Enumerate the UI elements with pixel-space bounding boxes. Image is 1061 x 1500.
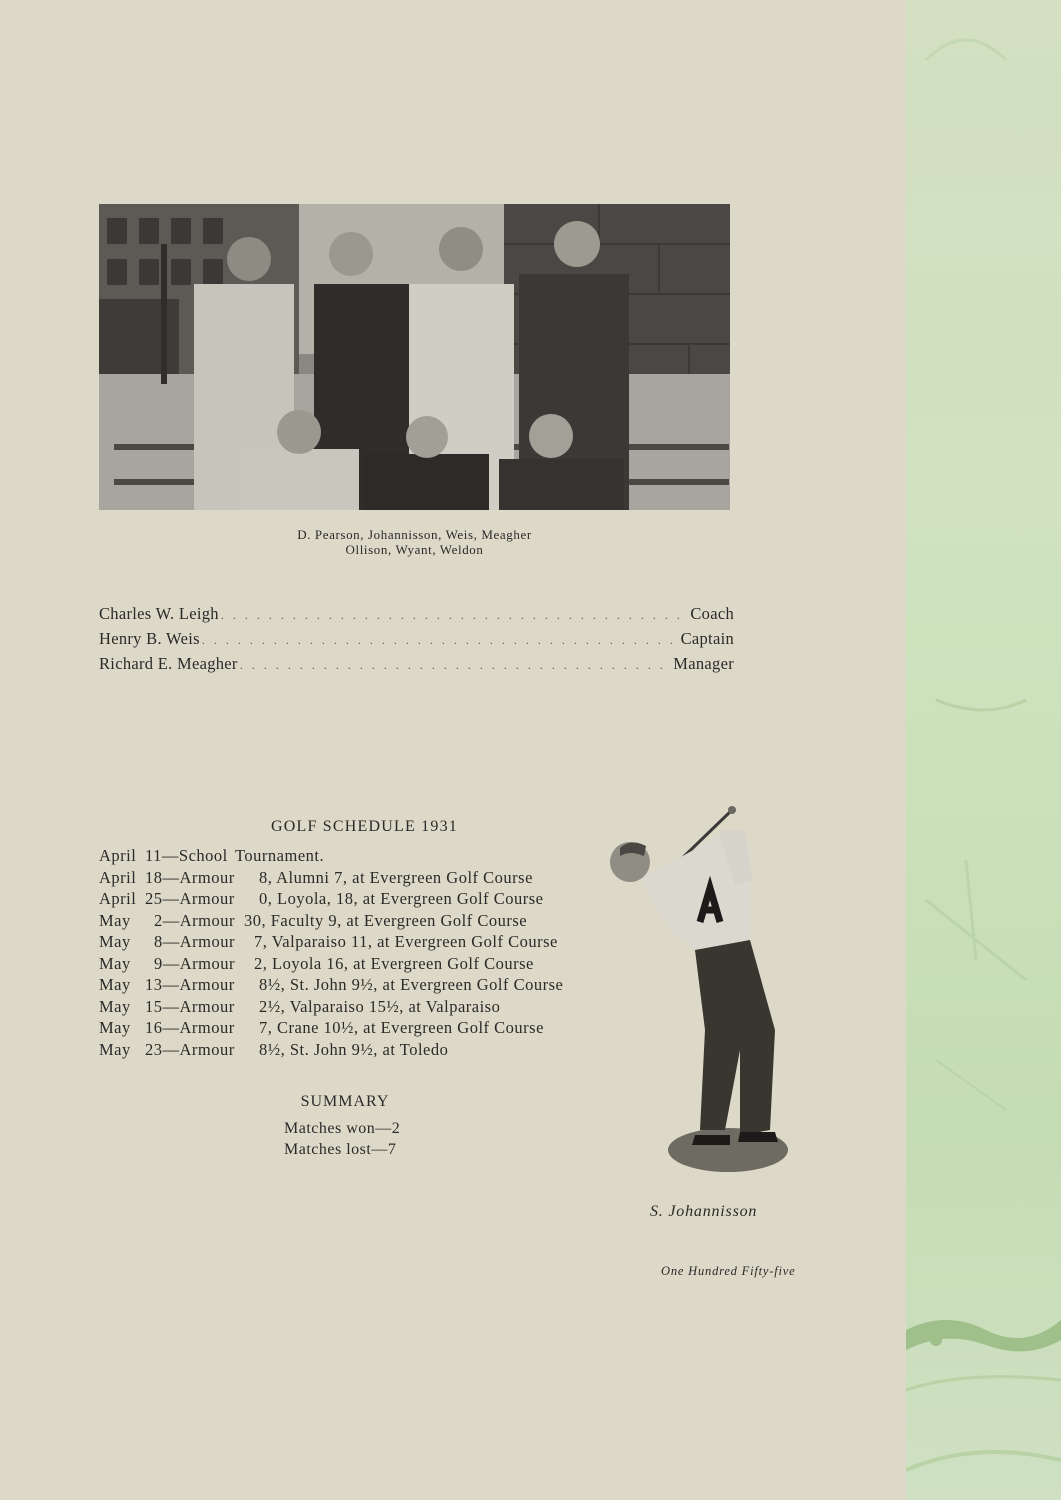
- summary-title: SUMMARY: [300, 1093, 390, 1110]
- golf-schedule: [99, 846, 619, 1061]
- game-month: May: [99, 996, 131, 1016]
- game-result: 30, Faculty 9, at Evergreen Golf Course: [244, 910, 528, 930]
- team-photo-caption: [99, 527, 730, 557]
- game-date: 13—Armour: [145, 975, 235, 994]
- game-month: April: [99, 846, 137, 865]
- game-month: May: [99, 910, 131, 930]
- game-date: 11—School: [145, 846, 228, 865]
- staff-name: Charles W. Leigh: [99, 604, 219, 623]
- schedule-title: GOLF SCHEDULE 1931: [271, 818, 458, 835]
- game-month: May: [99, 932, 131, 951]
- staff-role: Manager: [673, 654, 734, 673]
- staff-row-captain: [99, 629, 734, 654]
- game-result: 2½, Valparaiso 15½, at Valparaiso: [259, 996, 501, 1016]
- schedule-row: [99, 932, 619, 954]
- staff-row-manager: [99, 654, 734, 679]
- caption-line-2: Ollison, Wyant, Weldon: [345, 542, 484, 557]
- game-date: 8—Armour: [154, 932, 235, 951]
- schedule-row: [99, 954, 619, 976]
- schedule-row: [99, 997, 619, 1019]
- game-month: April: [99, 889, 137, 908]
- game-date: 16—Armour: [145, 1018, 235, 1037]
- game-result: 8½, St. John 9½, at Evergreen Golf Course: [259, 975, 564, 994]
- schedule-row: [99, 868, 619, 890]
- game-month: May: [99, 1018, 131, 1037]
- game-result: 8, Alumni 7, at Evergreen Golf Course: [259, 867, 533, 887]
- schedule-row: [99, 911, 619, 933]
- staff-list: [99, 604, 734, 679]
- schedule-row: [99, 1018, 619, 1040]
- game-result: 7, Valparaiso 11, at Evergreen Golf Course: [254, 932, 558, 951]
- staff-role: Captain: [680, 629, 734, 648]
- staff-name: Henry B. Weis: [99, 629, 200, 648]
- game-date: 2—Armour: [154, 910, 235, 930]
- game-result: 7, Crane 10½, at Evergreen Golf Course: [259, 1018, 544, 1037]
- staff-role: Coach: [690, 604, 734, 623]
- game-month: April: [99, 867, 137, 887]
- game-date: 9—Armour: [154, 953, 235, 973]
- summary: [284, 1120, 400, 1162]
- game-result: Tournament.: [235, 846, 325, 865]
- staff-name: Richard E. Meagher: [99, 654, 238, 673]
- game-result: 2, Loyola 16, at Evergreen Golf Course: [254, 953, 534, 973]
- game-date: 23—Armour: [145, 1039, 235, 1059]
- page-edge-decoration: [906, 0, 1061, 1500]
- matches-lost: Matches lost—7: [284, 1141, 397, 1158]
- dot-leader: [240, 658, 672, 673]
- caption-line-1: D. Pearson, Johannisson, Weis, Meagher: [297, 527, 532, 542]
- game-month: May: [99, 975, 131, 994]
- game-result: 0, Loyola, 18, at Evergreen Golf Course: [259, 889, 544, 908]
- dot-leader: [202, 633, 679, 648]
- schedule-row: [99, 1040, 619, 1062]
- schedule-row: [99, 846, 619, 868]
- golfer-name: S. Johannisson: [650, 1203, 758, 1220]
- matches-won: Matches won—2: [284, 1120, 401, 1137]
- golfer-photo: [600, 800, 800, 1185]
- game-date: 15—Armour: [145, 996, 235, 1016]
- game-month: May: [99, 1039, 131, 1059]
- game-date: 18—Armour: [145, 867, 235, 887]
- game-month: May: [99, 953, 131, 973]
- game-date: 25—Armour: [145, 889, 235, 908]
- schedule-row: [99, 975, 619, 997]
- game-result: 8½, St. John 9½, at Toledo: [259, 1039, 449, 1059]
- page-number: One Hundred Fifty-five: [661, 1264, 796, 1278]
- dot-leader: [221, 608, 689, 623]
- schedule-row: [99, 889, 619, 911]
- team-photo: [99, 204, 730, 510]
- staff-row-coach: [99, 604, 734, 629]
